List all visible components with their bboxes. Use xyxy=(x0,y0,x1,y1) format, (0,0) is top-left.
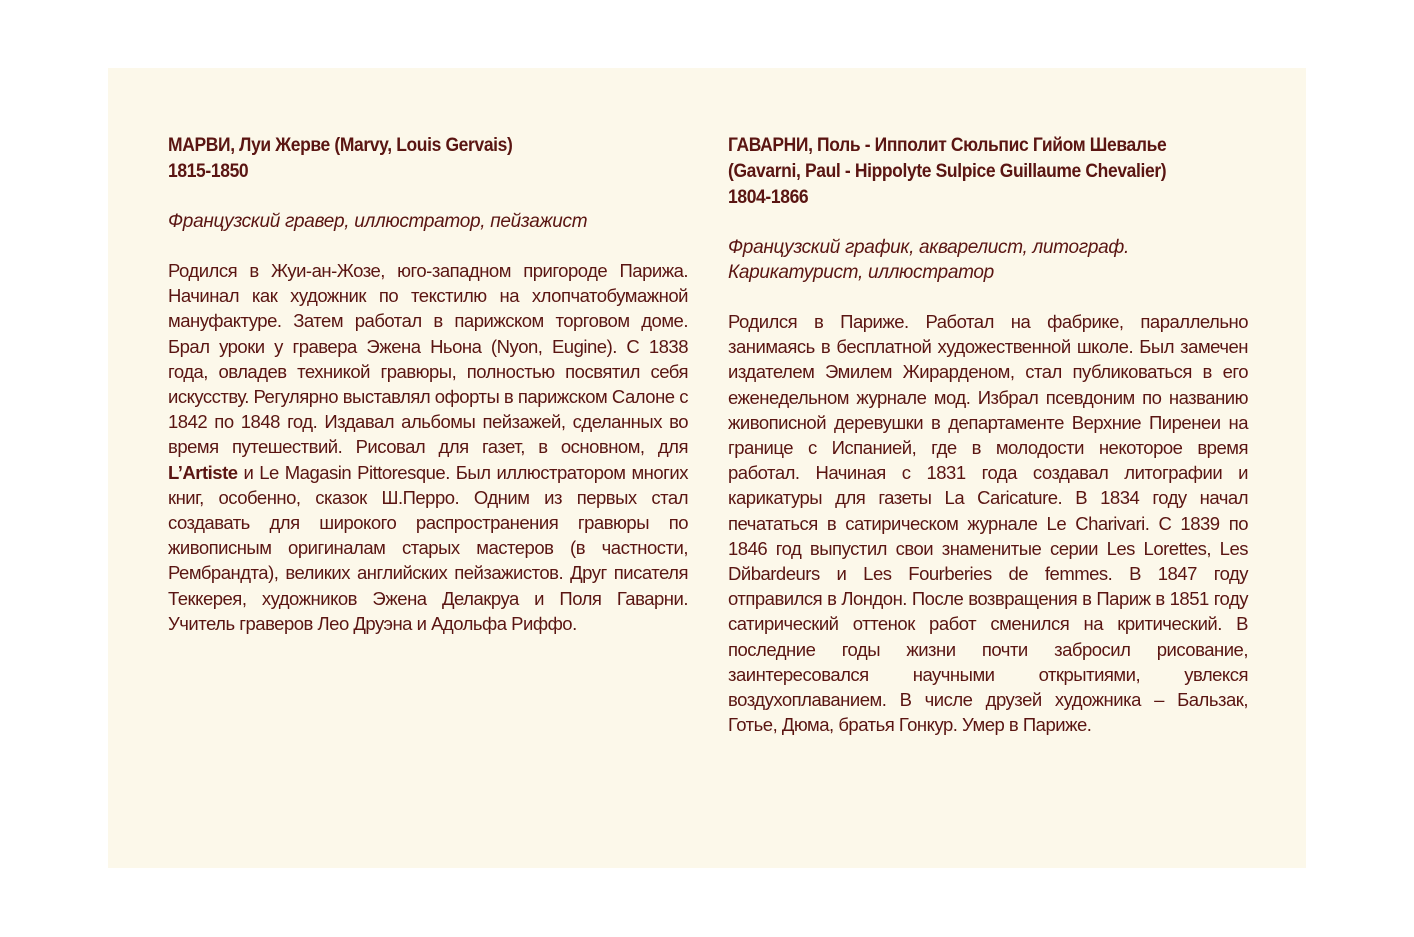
artist-column-gavarni xyxy=(728,133,1248,737)
biography-text-part2: и Le Magasin Pittoresque. Был иллюстратором многих книг, особенно, сказок Ш.Перро. Одним из первых стал создавать для широкого распространения гравюры по живописным оригиналам старых мастеров (в частности, Рембрандта), великих английских пейзажистов. Друг писателя Теккерея, художников Эжена Делакруа и Поля Гаварни. Учитель граверов Лео Друэна и Адольфа Риффо. xyxy=(168,461,688,634)
artist-role: Французский график, акварелист, литограф. Карикатурист, иллюстратор xyxy=(728,237,1129,283)
artist-name: МАРВИ, Луи Жерве (Marvy, Louis Gervais) xyxy=(168,135,513,156)
artist-heading xyxy=(728,133,1206,211)
artist-role: Французский гравер, иллюстратор, пейзажист xyxy=(168,211,588,232)
artist-biography: Родился в Париже. Работал на фабрике, параллельно занимаясь в бесплатной художественной школе. Был замечен издателем Эмилем Жирарденом, стал публиковаться в его еженедельном журнале мод. Избрал псевдоним по названию живописной деревушки в департаменте Верхние Пиренеи на границе с Испанией, где в молодости некоторое время работал. Начиная с 1831 года создавал литографии и карикатуры для газеты La Caricature. В 1834 году начал печататься в сатирическом журнале Le Charivari. С 1839 по 1846 год выпустил свои знаменитые серии Les Lorettes, Les Dйbardeurs и Les Fourberies de femmes. В 1847 году отправился в Лондон. После возвращения в Париж в 1851 году сатирический оттенок работ сменился на критический. В последние годы жизни почти забросил рисование, заинтересовался научными открытиями, увлекся воздухоплаванием. В числе друзей художника – Бальзак, Готье, Дюма, братья Гонкур. Умер в Париже. xyxy=(728,311,1248,736)
artist-dates: 1804-1866 xyxy=(728,187,809,208)
biography-bold-title: L’Artiste xyxy=(168,461,238,483)
artist-name: ГАВАРНИ, Поль - Ипполит Сюльпис Гийом Шевалье xyxy=(728,135,1167,156)
artist-biography xyxy=(168,258,688,636)
content-panel xyxy=(108,68,1306,868)
artist-dates: 1815-1850 xyxy=(168,161,249,182)
biography-text-part1: Родился в Жуи-ан-Жозе, юго-западном пригороде Парижа. Начинал как художник по текстилю на хлопчатобумажной мануфактуре. Затем работал в парижском торговом доме. Брал уроки у гравера Эжена Ньона (Nyon, Eugine). С 1838 года, овладев техникой гравюры, полностью посвятил себя искусству. Регулярно выставлял офорты в парижском Салоне с 1842 по 1848 год. Издавал альбомы пейзажей, сделанных во время путешествий. Рисовал для газет, в основном, для xyxy=(168,260,688,458)
artist-heading xyxy=(168,133,646,185)
artist-name-latin: (Gavarni, Paul - Hippolyte Sulpice Guillaume Chevalier) xyxy=(728,161,1167,182)
artist-column-marvy xyxy=(168,133,688,636)
